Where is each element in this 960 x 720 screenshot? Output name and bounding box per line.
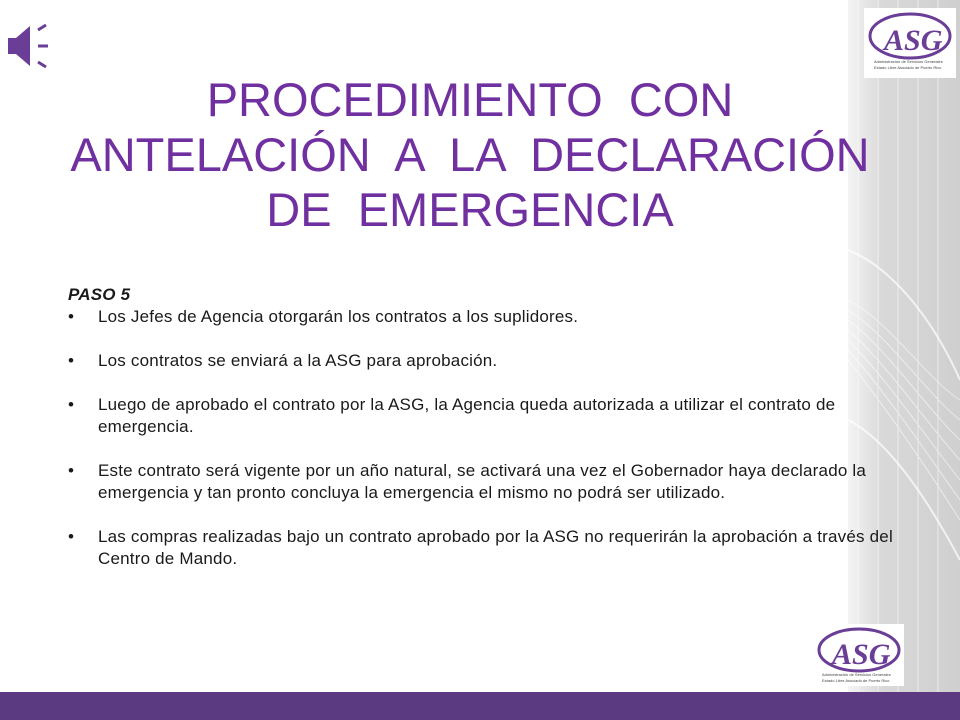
bullet-marker: • (68, 307, 75, 326)
bullet-marker: • (68, 395, 75, 414)
list-item (68, 394, 898, 438)
bullet-text: Los contratos se enviará a la ASG para aprobación. (98, 351, 498, 370)
bullet-text: Este contrato será vigente por un año natural, se activará una vez el Gobernador haya declarado la emergencia y tan pronto concluya la emergencia el mismo no podrá ser utilizado. (98, 461, 867, 502)
bullet-marker: • (68, 527, 75, 546)
bullet-marker: • (68, 461, 75, 480)
logo-wordmark: ASG (884, 24, 943, 57)
title-line-3: DE EMERGENCIA (266, 183, 674, 236)
bullet-text: Las compras realizadas bajo un contrato aprobado por la ASG no requerirán la aprobación a través del Centro de Mando. (98, 527, 893, 568)
logo-subtitle-line2: Estado Libre Asociado de Puerto Rico (874, 65, 942, 70)
logo-subtitle-line1: Administración de Servicios Generales (874, 59, 943, 64)
bullet-text: Los Jefes de Agencia otorgarán los contratos a los suplidores. (98, 307, 579, 326)
bullet-list (68, 306, 898, 570)
bullet-text: Luego de aprobado el contrato por la ASG, la Agencia queda autorizada a utilizar el contrato de emergencia. (98, 395, 836, 436)
bullet-marker: • (68, 351, 75, 370)
logo-subtitle-line1: Administración de Servicios Generales (822, 672, 891, 677)
list-item (68, 526, 898, 570)
speaker-icon[interactable] (8, 22, 56, 70)
title-line-2: ANTELACIÓN A LA DECLARACIÓN (70, 128, 870, 181)
list-item (68, 460, 898, 504)
asg-logo-bottom (814, 624, 904, 686)
footer-bar (0, 692, 960, 720)
list-item (68, 350, 898, 372)
title-line-1: PROCEDIMIENTO CON (206, 73, 734, 126)
step-heading: PASO 5 (68, 285, 131, 304)
list-item (68, 306, 898, 328)
logo-wordmark: ASG (832, 638, 891, 671)
slide-title (0, 72, 940, 237)
logo-subtitle-line2: Estado Libre Asociado de Puerto Rico (822, 678, 890, 683)
asg-logo-top (864, 8, 956, 78)
slide-body (68, 284, 898, 592)
